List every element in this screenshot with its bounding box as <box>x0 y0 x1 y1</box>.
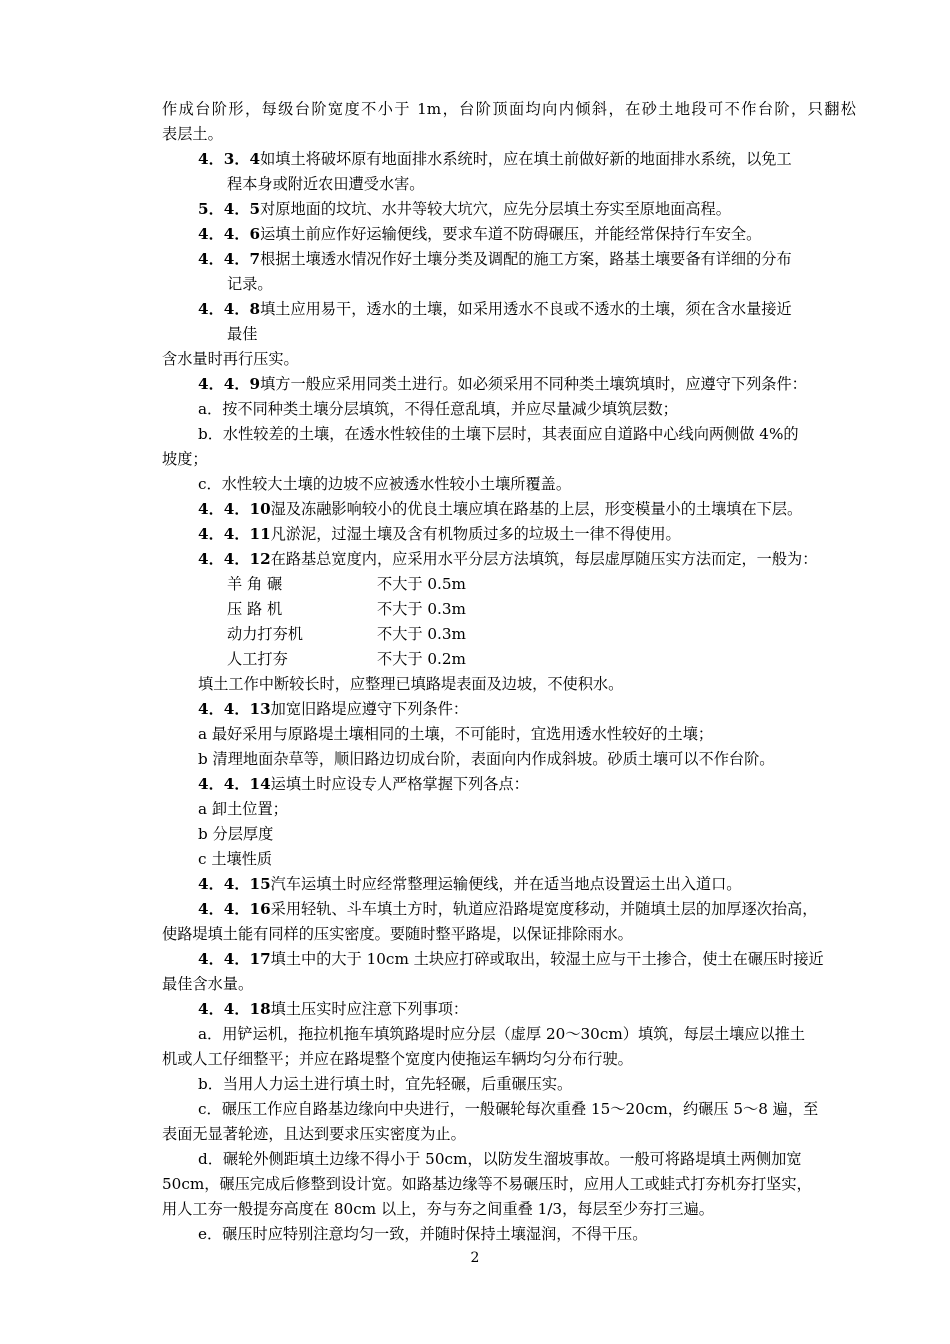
text-line: 记录。 <box>227 275 273 293</box>
clause-5-4-5: 5．4．5对原地面的坟坑、水井等较大坑穴，应先分层填土夯实至原地面高程。 <box>198 200 731 218</box>
text-line: 表层土。 <box>162 125 223 143</box>
text-line: 用人工夯一般提夯高度在 80cm 以上，夯与夯之间重叠 1/3，每层至少夯打三遍。 <box>162 1200 714 1218</box>
clause-4-4-8: 4．4．8填土应用易干，透水的土壤，如采用透水不良或不透水的土壤，须在含水量接近 <box>198 300 792 318</box>
clause-4-4-7: 4．4．7根据土壤透水情况作好土壤分类及调配的施工方案，路基土壤要备有详细的分布 <box>198 250 792 268</box>
clause-number: 4．4．6 <box>198 225 261 243</box>
table-row-tool: 羊 角 碾 <box>227 575 283 593</box>
clause-4-4-17: 4．4．17填土中的大于 10cm 土块应打碎或取出，较湿土应与干土掺合，使土在碾压时接近 <box>198 950 824 968</box>
page-number: 2 <box>470 1250 480 1266</box>
clause-number: 4．4．7 <box>198 250 261 268</box>
text-line: 表面无显著轮迹，且达到要求压实密度为止。 <box>162 1125 466 1143</box>
table-row-limit: 不大于 0.3m <box>377 625 466 643</box>
table-row-tool: 压 路 机 <box>227 600 283 618</box>
text-line: 填土工作中断较长时，应整理已填路堤表面及边坡，不使积水。 <box>198 675 624 693</box>
clause-4-4-13: 4．4．13加宽旧路堤应遵守下列条件： <box>198 700 469 718</box>
list-item-a: a 卸土位置； <box>198 800 288 818</box>
clause-4-4-16: 4．4．16采用轻轨、斗车填土方时，轨道应沿路堤宽度移动，并随填土层的加厚逐次抬高， <box>198 900 818 918</box>
text-line: 含水量时再行压实。 <box>162 350 299 368</box>
text-line: 坡度； <box>162 450 208 468</box>
clause-4-4-10: 4．4．10湿及冻融影响较小的优良土壤应填在路基的上层，形变模量小的土壤填在下层。 <box>198 500 803 518</box>
clause-number: 4．4．11 <box>198 525 271 543</box>
clause-4-3-4: 4．3．4如填土将破坏原有地面排水系统时，应在填土前做好新的地面排水系统，以免工 <box>198 150 792 168</box>
list-item-c: c．碾压工作应自路基边缘向中央进行，一般碾轮每次重叠 15～20cm，约碾压 5～8 遍，至 <box>198 1100 819 1118</box>
text-line: 50cm，碾压完成后修整到设计宽。如路基边缘等不易碾压时，应用人工或蛙式打夯机夯打坚实， <box>162 1175 812 1193</box>
clause-number: 4．4．14 <box>198 775 271 793</box>
table-row-tool: 动力打夯机 <box>227 625 303 643</box>
clause-number: 4．3．4 <box>198 150 261 168</box>
list-item-b: b．水性较差的土壤，在透水性较佳的土壤下层时，其表面应自道路中心线向两侧做 4%的 <box>198 425 799 443</box>
clause-number: 4．4．17 <box>198 950 271 968</box>
clause-number: 4．4．10 <box>198 500 271 518</box>
list-item-b: b 清理地面杂草等，顺旧路边切成台阶，表面向内作成斜坡。砂质土壤可以不作台阶。 <box>198 750 775 768</box>
clause-number: 4．4．13 <box>198 700 271 718</box>
list-item-a: a．用铲运机，拖拉机拖车填筑路堤时应分层（虚厚 20～30cm）填筑，每层土壤应以推土 <box>198 1025 806 1043</box>
clause-number: 4．4．8 <box>198 300 261 318</box>
clause-4-4-14: 4．4．14运填土时应设专人严格掌握下列各点： <box>198 775 529 793</box>
list-item-b: b 分层厚度 <box>198 825 274 843</box>
clause-4-4-11: 4．4．11凡淤泥，过湿土壤及含有机物质过多的垃圾土一律不得使用。 <box>198 525 681 543</box>
clause-4-4-18: 4．4．18填土压实时应注意下列事项： <box>198 1000 469 1018</box>
text-line: 最佳含水量。 <box>162 975 254 993</box>
clause-4-4-9: 4．4．9填方一般应采用同类土进行。如必须采用不同种类土壤筑填时，应遵守下列条件： <box>198 375 807 393</box>
clause-number: 4．4．16 <box>198 900 271 918</box>
text-line: 使路堤填土能有同样的压实密度。要随时整平路堤，以保证排除雨水。 <box>162 925 633 943</box>
list-item-a: a．按不同种类土壤分层填筑，不得任意乱填，并应尽量减少填筑层数； <box>198 400 678 418</box>
text-line: 最佳 <box>227 325 258 343</box>
table-row-limit: 不大于 0.2m <box>377 650 466 668</box>
list-item-b: b．当用人力运土进行填土时，宜先轻碾，后重碾压实。 <box>198 1075 573 1093</box>
clause-number: 4．4．9 <box>198 375 261 393</box>
list-item-c: c．水性较大土壤的边坡不应被透水性较小土壤所覆盖。 <box>198 475 572 493</box>
table-row-limit: 不大于 0.3m <box>377 600 466 618</box>
clause-number: 4．4．18 <box>198 1000 271 1018</box>
text-line: 机或人工仔细整平；并应在路堤整个宽度内使拖运车辆均匀分布行驶。 <box>162 1050 633 1068</box>
list-item-c: c 土壤性质 <box>198 850 273 868</box>
list-item-e: e．碾压时应特别注意均匀一致，并随时保持土壤湿润，不得干压。 <box>198 1225 648 1243</box>
text-line: 作成台阶形，每级台阶宽度不小于 1m，台阶顶面均向内倾斜，在砂土地段可不作台阶，只翻松 <box>162 100 856 118</box>
list-item-d: d．碾轮外侧距填土边缘不得小于 50cm，以防发生溜坡事故。一般可将路堤填土两侧加宽 <box>198 1150 802 1168</box>
table-row-tool: 人工打夯 <box>227 650 288 668</box>
clause-number: 5．4．5 <box>198 200 261 218</box>
clause-4-4-12: 4．4．12在路基总宽度内，应采用水平分层方法填筑，每层虚厚随压实方法而定，一般为： <box>198 550 818 568</box>
clause-4-4-15: 4．4．15汽车运填土时应经常整理运输便线，并在适当地点设置运土出入道口。 <box>198 875 742 893</box>
table-row-limit: 不大于 0.5m <box>377 575 466 593</box>
clause-number: 4．4．12 <box>198 550 271 568</box>
clause-4-4-6: 4．4．6运填土前应作好运输便线，要求车道不防碍碾压，并能经常保持行车安全。 <box>198 225 762 243</box>
clause-number: 4．4．15 <box>198 875 271 893</box>
list-item-a: a 最好采用与原路堤土壤相同的土壤，不可能时，宜选用透水性较好的土壤； <box>198 725 714 743</box>
text-line: 程本身或附近农田遭受水害。 <box>227 175 425 193</box>
